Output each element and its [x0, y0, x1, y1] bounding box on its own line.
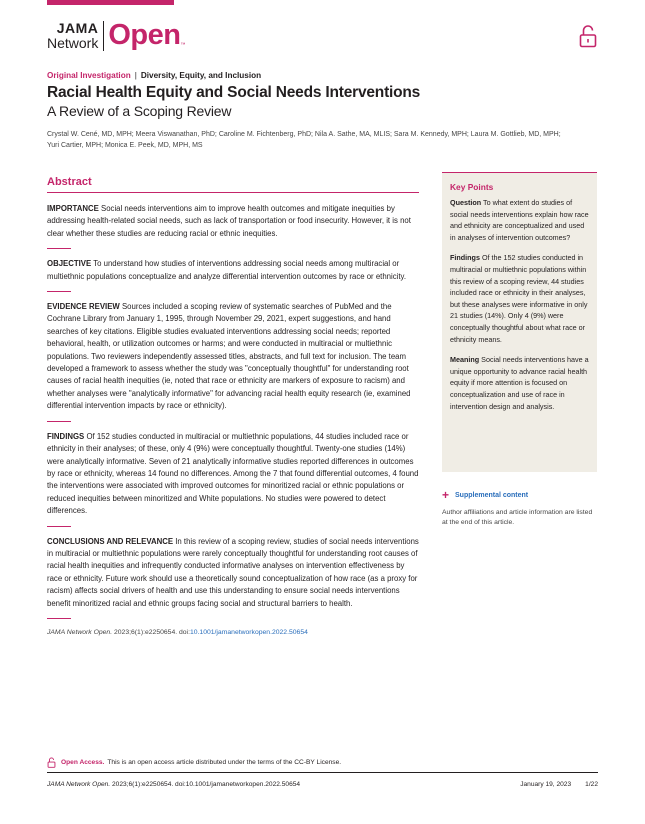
affiliations-note: Author affiliations and article information are listed at the end of this article.: [442, 509, 593, 527]
key-point-text: To what extent do studies of social needs interventions explain how race and ethnicity are conceptualized and used in analyses of intervention outcomes?: [450, 198, 589, 242]
abstract-importance: [47, 203, 419, 240]
logo-trademark: ™: [180, 42, 186, 48]
article-kicker: Original Investigation | Diversity, Equity, and Inclusion: [47, 71, 262, 80]
journal-logo[interactable]: [47, 19, 185, 52]
key-points-box: [442, 172, 597, 472]
doi-link[interactable]: 10.1001/jamanetworkopen.2022.50654: [189, 628, 308, 636]
section-text: To understand how studies of interventions addressing social needs among multiracial or multiethnic populations conceptualize and analyze differential intervention outcomes by race or ethnicity.: [47, 259, 407, 281]
section-divider: [47, 618, 71, 619]
authors-line: Crystal W. Cené, MD, MPH; Meera Viswanathan, PhD; Caroline M. Fichtenberg, PhD; Nila A. Sathe, MA, MLIS; Sara M. Kennedy, MPH; Laura M. Gottlieb, MD, MPH;: [47, 131, 561, 138]
logo-network: Network: [47, 35, 99, 51]
key-point-text: Social needs interventions have a unique opportunity to advance racial health equity if more attention is focused on conceptualization and use of race in intervention design and analysis.: [450, 355, 589, 411]
article-subtitle: A Review of a Scoping Review: [47, 103, 232, 119]
key-points-heading: Key Points: [450, 182, 494, 192]
section-label: IMPORTANCE: [47, 204, 99, 213]
section-text: Social needs interventions aim to improve health outcomes and mitigate inequities by addressing health-related social needs, such as lack of transportation or food insecurity. However, it is not clear whether these studies are reducing racial or ethnic inequities.: [47, 204, 411, 238]
citation-ref: 2023;6(1):e2250654. doi:: [114, 628, 190, 636]
supplemental-label: Supplemental content: [455, 491, 529, 499]
open-lock-icon[interactable]: [579, 24, 597, 48]
section-topic[interactable]: Diversity, Equity, and Inclusion: [140, 71, 262, 80]
article-title: Racial Health Equity and Social Needs Interventions: [47, 84, 421, 101]
citation-journal: JAMA Network Open.: [47, 628, 113, 636]
key-point-meaning: [450, 354, 589, 412]
top-accent-bar: [47, 0, 174, 5]
key-point-findings: [450, 252, 589, 345]
page-number: 1/22: [585, 781, 598, 788]
section-label: CONCLUSIONS AND RELEVANCE: [47, 536, 174, 546]
section-text: Of 152 studies conducted in multiracial or multiethnic populations, 44 studies included race or ethnicity in their analyses; of these, only 4 (9%) were conceptually thoughtful. Twenty-one studies (14%) were analytically informative. Seven of 21 analytically informative studies reported differences in outcomes by race or ethnicity, whereas 14 found no differences. Among the 7 that found differential outcomes, 4 found the interventions were associated with improved outcomes for minoritized racial or ethnic populations or reduced inequities between minoritized and White populations. No studies were powered to detect differences.: [47, 431, 419, 516]
abstract-findings: [47, 431, 419, 518]
section-divider: [47, 248, 71, 249]
abstract: [47, 176, 419, 636]
footer-citation: [47, 781, 300, 788]
supplemental-content-link[interactable]: [442, 489, 528, 501]
open-lock-icon: [47, 757, 56, 768]
logo-divider: [103, 21, 104, 51]
section-label: OBJECTIVE: [47, 259, 92, 269]
key-point-question: [450, 197, 589, 243]
logo-jama: JAMA: [56, 20, 99, 36]
section-divider: [47, 526, 71, 527]
key-point-label: Meaning: [450, 355, 480, 365]
author-list: [47, 129, 607, 151]
abstract-heading: Abstract: [47, 176, 92, 188]
section-type[interactable]: Original Investigation: [47, 71, 131, 80]
abstract-conclusions: [47, 536, 419, 610]
key-point-label: Question: [450, 198, 482, 207]
footer-citation-text: 2023;6(1):e2250654. doi:10.1001/jamanetworkopen.2022.50654: [112, 781, 301, 788]
open-access-text: This is an open access article distributed under the terms of the CC-BY License.: [107, 759, 342, 766]
section-text: In this review of a scoping review, studies of social needs interventions in multiracial or multiethnic populations were rarely conceptually thoughtful for understanding root causes of racial health inequities and infrequently conducted informative analyses on intervention effectiveness by race or ethnicity. Future work should use a theoretically sound conceptualization of how race (as a proxy for racism) affects social drivers of health and use this understanding to ensure social needs interventions benefit minoritized racial and ethnic groups facing social and structural barriers to health.: [47, 536, 419, 608]
section-label: EVIDENCE REVIEW: [47, 302, 120, 312]
abstract-objective: [47, 258, 419, 283]
logo-open: Open: [108, 19, 181, 51]
publication-date: January 19, 2023: [520, 781, 572, 788]
section-divider: [47, 421, 71, 422]
section-label: FINDINGS: [47, 431, 85, 441]
plus-icon: +: [442, 488, 450, 502]
abstract-rule: [47, 192, 419, 193]
open-access-label[interactable]: Open Access.: [61, 759, 105, 766]
footer-journal: JAMA Network Open.: [47, 781, 111, 788]
footer-rule: [47, 772, 598, 773]
open-access-note: [47, 757, 341, 768]
authors-line: Yuri Cartier, MPH; Monica E. Peek, MD, MPH, MS: [47, 142, 203, 149]
key-point-label: Findings: [450, 253, 480, 263]
abstract-evidence-review: [47, 301, 419, 413]
key-point-text: Of the 152 studies conducted in multiracial or multiethnic populations within this review of a scoping review, 44 studies included race or ethnicity in their analyses, but these analyses were informative in only 21 studies (14%). Only 4 (9%) were conceptually thoughtful about what race or ethnicity means.: [450, 253, 588, 344]
section-divider: [47, 291, 71, 292]
footer-meta: [520, 781, 598, 788]
section-text: Sources included a scoping review of systematic searches of PubMed and the Cochrane Library from January 1, 1995, through November 29, 2021, expert suggestions, and hand searches of key citations. Eligible studies evaluated interventions addressing social needs; reported behavioral, health, or utilization outcomes or harms; and were conducted in multiracial or multiethnic populations. Two reviewers independently assessed titles, abstracts, and full text for inclusion. The team developed a framework to assess whether the study was "conceptually thoughtful" for understanding root causes of racial health inequities (ie, noted that race or ethnicity are markers of exposure to racism) and whether analyses were "analytically informative" for advancing racial health equity research (ie, examined differential intervention impacts by race or ethnicity).: [47, 302, 411, 411]
abstract-citation: [47, 629, 419, 636]
